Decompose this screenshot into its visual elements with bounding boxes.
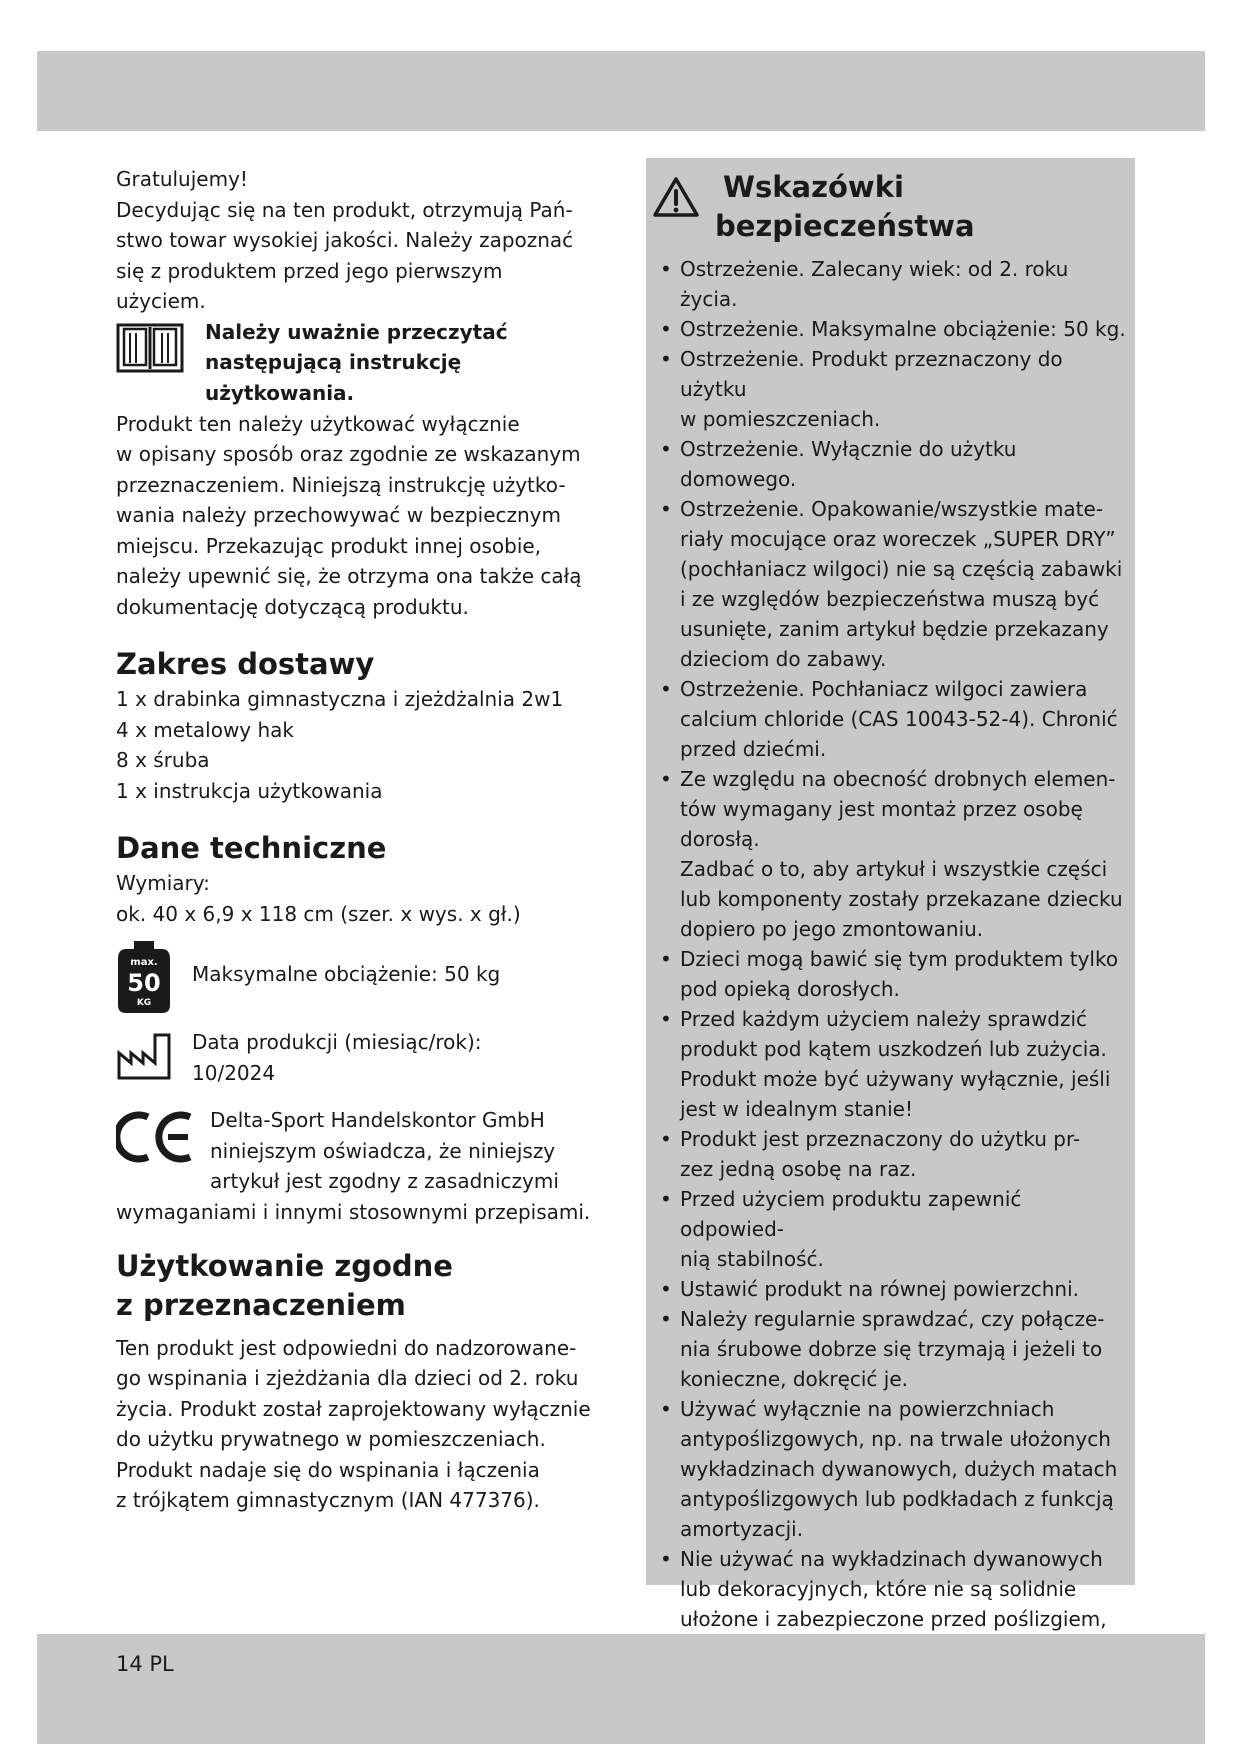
read-notice-line: Należy uważnie przeczytać	[205, 319, 508, 344]
safety-item-line: • Ostrzeżenie. Produkt przeznaczony do użytku	[680, 347, 1063, 401]
intro-line: stwo towar wysokiej jakości. Należy zapoznać	[116, 228, 574, 252]
ce-line: artykuł jest zgodny z zasadniczymi	[210, 1169, 559, 1193]
safety-item-line: • Produkt jest przeznaczony do użytku pr-	[680, 1127, 1081, 1151]
max-load-row	[116, 939, 596, 1029]
safety-item	[660, 1124, 1130, 1184]
safety-item-line: • Ostrzeżenie. Zalecany wiek: od 2. roku życia.	[680, 257, 1069, 311]
safety-item-line: jest w idealnym stanie!	[680, 1097, 913, 1121]
safety-item-line: zez jedną osobę na raz.	[680, 1157, 917, 1181]
safety-heading: Wskazówki	[723, 170, 904, 204]
intended-use-line: życia. Produkt został zaprojektowany wyłącznie	[116, 1396, 591, 1421]
intro-line: Decydując się na ten produkt, otrzymują Pań-	[116, 197, 573, 222]
usage-line: miejscu. Przekazując produkt innej osobie,	[116, 533, 542, 558]
safety-item	[660, 494, 1130, 674]
page-number: 14 PL	[116, 1652, 174, 1676]
safety-item	[660, 764, 1130, 944]
safety-item-line: riały mocujące oraz woreczek „SUPER DRY”	[680, 527, 1116, 551]
safety-item-line: calcium chloride (CAS 10043-52-4). Chronić	[680, 707, 1118, 731]
weight-icon-value: 50	[127, 969, 161, 997]
safety-item-line: konieczne, dokręcić je.	[680, 1367, 908, 1391]
read-notice-line: następującą instrukcję	[205, 350, 462, 374]
ce-declaration	[116, 1105, 596, 1197]
safety-item-line: • Przed użyciem produktu zapewnić odpowied-	[680, 1187, 1022, 1241]
safety-item	[660, 254, 1130, 314]
safety-item	[660, 1184, 1130, 1274]
safety-item	[660, 314, 1130, 344]
usage-line: wania należy przechowywać w bezpiecznym	[116, 503, 561, 527]
safety-item-line: lub komponenty zostały przekazane dziecku	[680, 887, 1123, 911]
safety-item-line: usunięte, zanim artykuł będzie przekazany	[680, 617, 1109, 641]
production-label: Data produkcji (miesiąc/rok):	[192, 1030, 482, 1054]
delivery-item: 1 x instrukcja użytkowania	[116, 778, 383, 803]
usage-line: przeznaczeniem. Niniejszą instrukcję użytko-	[116, 472, 566, 497]
safety-item-line: Produkt może być używany wyłącznie, jeśli	[680, 1067, 1111, 1091]
dimensions-label: Wymiary:	[116, 871, 210, 895]
safety-item	[660, 434, 1130, 494]
usage-line: należy upewnić się, że otrzyma ona także całą	[116, 564, 582, 588]
safety-item-line: nią stabilność.	[680, 1247, 824, 1271]
safety-item-line: • Używać wyłącznie na powierzchniach	[680, 1397, 1055, 1421]
safety-item-line: przed dziećmi.	[680, 737, 827, 761]
safety-item-line: • Przed każdym użyciem należy sprawdzić	[680, 1007, 1088, 1031]
ce-mark-icon	[116, 1111, 196, 1163]
read-notice	[116, 317, 596, 409]
safety-item	[660, 1394, 1130, 1544]
safety-item-line: • Nie używać na wykładzinach dywanowych	[680, 1547, 1103, 1571]
safety-item-line: antypoślizgowych, np. na trwale ułożonych	[680, 1427, 1111, 1451]
safety-item-line: • Ostrzeżenie. Opakowanie/wszystkie mate-	[680, 497, 1104, 521]
safety-item-line: produkt pod kątem uszkodzeń lub zużycia.	[680, 1037, 1107, 1061]
safety-item-line: • Ostrzeżenie. Wyłącznie do użytku domowego.	[680, 437, 1017, 491]
intro-line: się z produktem przed jego pierwszym użyciem.	[116, 258, 503, 313]
warning-triangle-icon	[652, 176, 700, 218]
safety-item-line: w pomieszczeniach.	[680, 407, 881, 431]
safety-item-line: pod opieką dorosłych.	[680, 977, 900, 1001]
production-date-row	[116, 1027, 596, 1091]
dimensions-value: ok. 40 x 6,9 x 118 cm (szer. x wys. x gł.)	[116, 901, 521, 926]
safety-item-line: amortyzacji.	[680, 1517, 804, 1541]
safety-item-line: • Należy regularnie sprawdzać, czy połącze-	[680, 1307, 1105, 1331]
safety-item-line: antypoślizgowych lub podkładach z funkcją	[680, 1487, 1114, 1511]
header-band	[37, 51, 1205, 131]
weight-icon-unit: KG	[136, 998, 152, 1008]
left-column	[116, 164, 596, 1516]
safety-header	[646, 166, 1135, 246]
intended-use-heading: Użytkowanie zgodne	[116, 1248, 453, 1283]
safety-item-line: i ze względów bezpieczeństwa muszą być	[680, 587, 1100, 611]
intended-use-line: Produkt nadaje się do wspinania i łączenia	[116, 1457, 540, 1482]
safety-item-line: tów wymagany jest montaż przez osobę	[680, 797, 1083, 821]
safety-item-line: (pochłaniacz wilgoci) nie są częścią zabawki	[680, 557, 1123, 581]
safety-item-line: • Ze względu na obecność drobnych elemen-	[680, 767, 1116, 791]
safety-item-line: dzieciom do zabawy.	[680, 647, 887, 671]
ce-line: Delta-Sport Handelskontor GmbH	[210, 1108, 545, 1132]
intended-use-line: Ten produkt jest odpowiedni do nadzorowane-	[116, 1335, 577, 1360]
safety-item-line: dorosłą.	[680, 827, 760, 851]
safety-heading: bezpieczeństwa	[715, 209, 975, 243]
safety-item	[660, 674, 1130, 764]
safety-box	[646, 158, 1135, 1631]
safety-item-line: wykładzinach dywanowych, dużych matach	[680, 1457, 1118, 1481]
delivery-item: 4 x metalowy hak	[116, 717, 295, 742]
usage-line: w opisany sposób oraz zgodnie ze wskazanym	[116, 442, 581, 466]
delivery-item: 1 x drabinka gimnastyczna i zjeżdżalnia 2w1	[116, 687, 564, 711]
max-weight-icon	[116, 939, 172, 1015]
usage-line: Produkt ten należy użytkować wyłącznie	[116, 411, 520, 436]
ce-line: niniejszym oświadcza, że niniejszy	[210, 1138, 556, 1163]
safety-item-line: • Ostrzeżenie. Pochłaniacz wilgoci zawiera	[680, 677, 1088, 701]
safety-item-line: • Ustawić produkt na równej powierzchni.	[680, 1277, 1079, 1301]
safety-item	[660, 944, 1130, 1004]
manufacture-date-icon	[116, 1031, 172, 1081]
production-value: 10/2024	[192, 1060, 276, 1085]
safety-item-line: lub dekoracyjnych, które nie są solidnie	[680, 1577, 1077, 1601]
intended-use-line: z trójkątem gimnastycznym (IAN 477376).	[116, 1488, 540, 1512]
technical-heading: Dane techniczne	[116, 831, 387, 865]
safety-item-line: dopiero po jego zmontowaniu.	[680, 917, 984, 941]
intended-use-line: go wspinania i zjeżdżania dla dzieci od 2. roku	[116, 1366, 579, 1390]
max-load-text: Maksymalne obciążenie: 50 kg	[192, 962, 501, 986]
safety-item-line: • Ostrzeżenie. Maksymalne obciążenie: 50 kg.	[680, 317, 1126, 341]
greeting: Gratulujemy!	[116, 167, 248, 191]
safety-item-line: ułożone i zabezpieczone przed poślizgiem,	[680, 1607, 1107, 1631]
delivery-item: 8 x śruba	[116, 748, 210, 772]
safety-item	[660, 1274, 1130, 1304]
footer-band	[37, 1634, 1205, 1744]
delivery-heading: Zakres dostawy	[116, 647, 375, 681]
safety-item	[660, 1304, 1130, 1394]
intended-use-heading: z przeznaczeniem	[116, 1287, 406, 1322]
safety-item	[660, 344, 1130, 434]
safety-item-line: • Dzieci mogą bawić się tym produktem tylko	[680, 947, 1119, 971]
safety-list	[660, 254, 1130, 1724]
intended-use-line: do użytku prywatnego w pomieszczeniach.	[116, 1427, 546, 1451]
safety-item-line: Zadbać o to, aby artykuł i wszystkie części	[680, 857, 1108, 881]
read-notice-line: użytkowania.	[205, 380, 355, 405]
safety-item	[660, 1004, 1130, 1124]
ce-line: wymaganiami i innymi stosownymi przepisami.	[116, 1200, 591, 1224]
weight-icon-top: max.	[130, 957, 158, 968]
safety-item-line: nia śrubowe dobrze się trzymają i jeżeli to	[680, 1337, 1103, 1361]
usage-line: dokumentację dotyczącą produktu.	[116, 594, 469, 619]
open-book-icon	[116, 319, 184, 375]
